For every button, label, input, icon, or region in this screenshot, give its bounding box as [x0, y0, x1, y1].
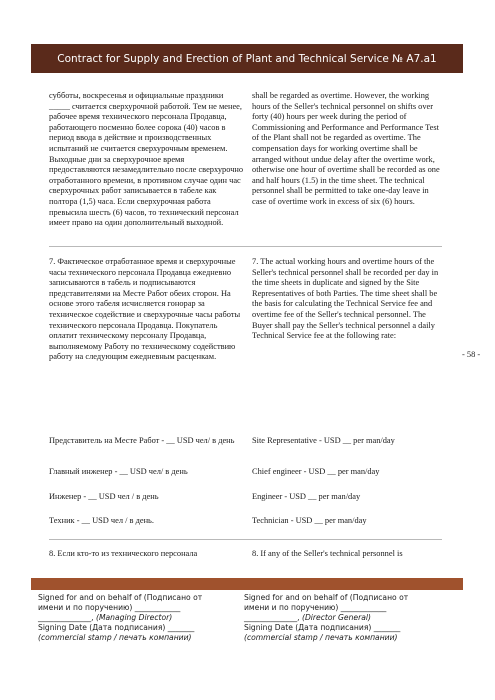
header-title: Contract for Supply and Erection of Plant and Technical Service № A7.a1	[57, 52, 437, 65]
signature-line: Signed for and on behalf of (Подписано от	[244, 593, 409, 602]
section-8-ru: 8. Если кто-то из технического персонала	[49, 549, 198, 558]
signature-line: имени и по поручению) ____________	[38, 603, 181, 612]
rate-site-representative-ru: Представитель на Месте Работ - __ USD чел/ в день	[49, 436, 235, 445]
rate-technician-en: Technician - USD __ per man/day	[252, 516, 367, 525]
document-header	[31, 44, 463, 73]
rate-engineer-ru: Инженер - __ USD чел / в день	[49, 492, 159, 501]
signature-role-line: ______________, (Managing Director)	[38, 613, 173, 622]
signatory-role: (Director General)	[301, 613, 371, 622]
stamp-line: (commercial stamp / печать компании)	[244, 633, 398, 642]
signing-date-line: Signing Date (Дата подписания) _______	[244, 623, 401, 632]
signature-block-buyer	[244, 593, 454, 643]
divider	[49, 246, 442, 247]
rate-technician-ru: Техник - __ USD чел / в день.	[49, 516, 154, 525]
signature-line: Signed for and on behalf of (Подписано от	[38, 593, 203, 602]
rate-site-representative-en: Site Representative - USD __ per man/day	[252, 436, 395, 445]
page-number: - 58 -	[462, 350, 481, 359]
signatory-role: (Managing Director)	[95, 613, 173, 622]
rate-engineer-en: Engineer - USD __ per man/day	[252, 492, 361, 501]
footer-bar	[31, 578, 463, 590]
section-1-ru: субботы, воскресенья и официальные праздники _____ считается сверхурочной работой. Тем не менее, рабочее время технического персонала Продавца, работающего посменно более сорока (40) часов в период ввода в действие и производственных испытаний не считается сверхурочным временем. Выходные дни за сверхурочное время предоставляются незамедлительно после сверхурочно отработанного времени, в противном случае один час сверхурочных работ записывается в табеле как полтора (1,5) часа. Если сверхурочная работа превысила шесть (6) часов, то технический персонал имеет право на один дополнительный выходной.	[49, 91, 244, 228]
signature-block-seller	[38, 593, 248, 643]
signature-line: имени и по поручению) ____________	[244, 603, 387, 612]
rate-chief-engineer-ru: Главный инженер - __ USD чел/ в день	[49, 467, 188, 476]
divider	[49, 539, 442, 540]
stamp-line: (commercial stamp / печать компании)	[38, 633, 192, 642]
section-7-en: 7. The actual working hours and overtime hours of the Seller's technical personnel shall be recorded per day in the time sheets in duplicate and signed by the Site Representatives of both Parties. The time sheet shall be the basis for calculating the Technical Service fee and overtime fee of the Seller's technical personnel. The Buyer shall pay the Seller's technical personnel a daily Technical Service fee at the following rate:	[252, 257, 439, 341]
section-8-en: 8. If any of the Seller's technical personnel is	[252, 549, 403, 558]
section-7-ru: 7. Фактическое отработанное время и сверхурочные часы технического персонала Продавца ежедневно записываются в табель и подписываются представителями на Месте Работ обеих сторон. На основе этого табеля исчисляется гонорар за техническое содействие и сверхурочные часы работы технического персонала Продавца. Покупатель оплатит техническому персоналу Продавца, выполняемому Работу по техническому содействию работу на следующим ежедневным расценкам.	[49, 257, 241, 362]
signature-role-line: ______________, (Director General)	[244, 613, 371, 622]
section-1-en: shall be regarded as overtime. However, the working hours of the Seller's technical personnel on shifts over forty (40) hours per week during the period of Commissioning and Performance and Performance Test of the Plant shall not be regarded as overtime. The compensation days for working overtime shall be arranged without undue delay after the overtime work, otherwise one hour of overtime shall be recorded as one and half hours (1.5) in the time sheet. The technical personnel shall be permitted to take one-day leave in case of overtime work in excess of six (6) hours.	[252, 91, 440, 206]
signing-date-line: Signing Date (Дата подписания) _______	[38, 623, 195, 632]
rate-chief-engineer-en: Chief engineer - USD __ per man/day	[252, 467, 380, 476]
